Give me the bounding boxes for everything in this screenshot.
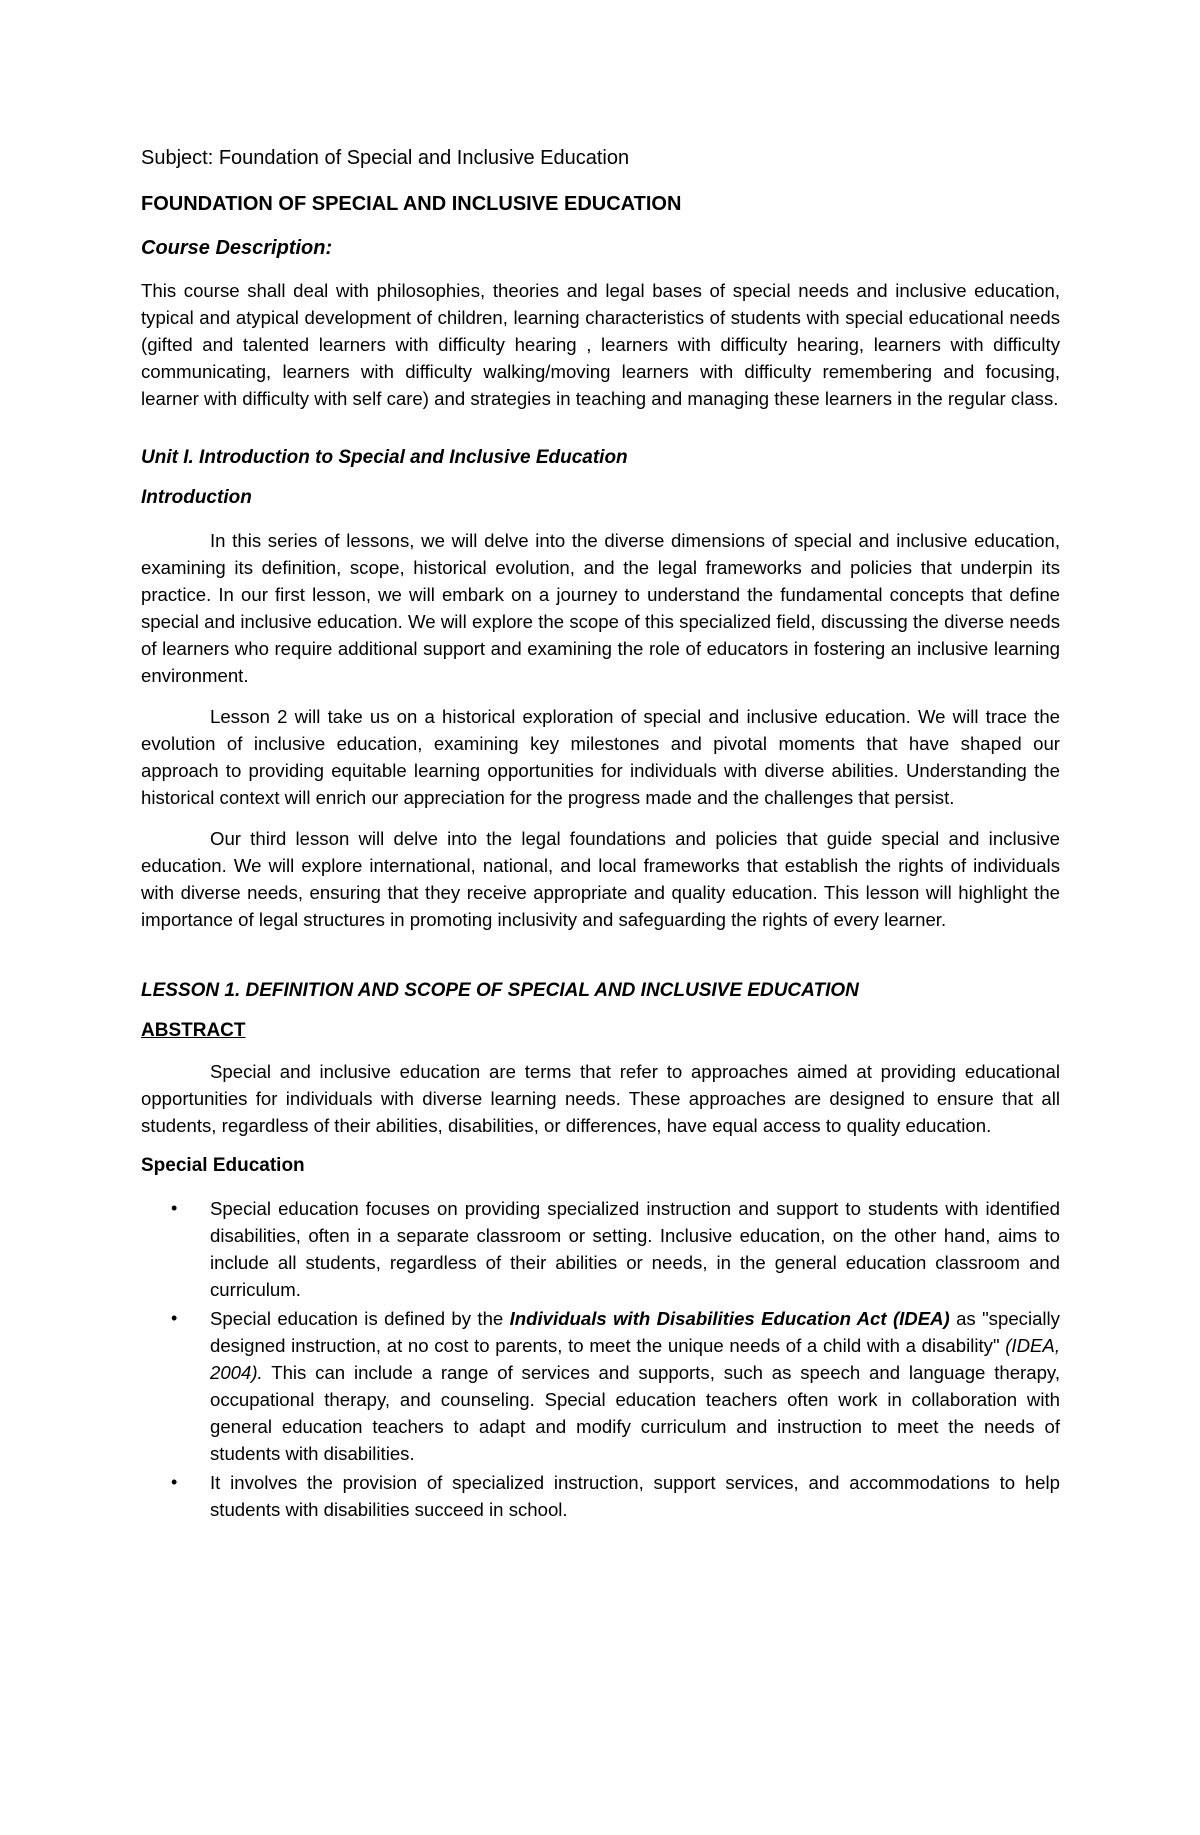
bullet-text: It involves the provision of specialized instruction, support services, and accommodations to help students with disabilities succeed in school.: [210, 1472, 1060, 1520]
special-education-heading: Special Education: [141, 1155, 305, 1176]
bullet-text: Special education focuses on providing specialized instruction and support to students with identified disabilities, often in a separate classroom or setting. Inclusive education, on the other hand, aims to include all students, regardless of their abilities or needs, in the general education classroom and curriculum.: [210, 1198, 1060, 1300]
special-education-bullet-list: [141, 1195, 1060, 1523]
course-description-text: This course shall deal with philosophies, theories and legal bases of special needs and inclusive education, typical and atypical development of children, learning characteristics of students with special educational needs (gifted and talented learners with difficulty hearing , learners with difficulty hearing, learners with difficulty communicating, learners with difficulty walking/moving learners with difficulty remembering and focusing, learner with difficulty with self care) and strategies in teaching and managing these learners in the regular class.: [141, 280, 1060, 409]
bullet-text: Special education is defined by the: [210, 1308, 510, 1329]
bullet-text: as "specially designed instruction, at no cost to parents, to meet the unique needs of a child with a disability": [210, 1308, 1060, 1356]
main-title: FOUNDATION OF SPECIAL AND INCLUSIVE EDUCATION: [141, 193, 682, 215]
intro-paragraph-3: Our third lesson will delve into the legal foundations and policies that guide special and inclusive education. We will explore international, national, and local frameworks that establish the rights of individuals with diverse needs, ensuring that they receive appropriate and quality education. This lesson will highlight the importance of legal structures in promoting inclusivity and safeguarding the rights of every learner.: [141, 828, 1060, 930]
unit-heading: Unit I. Introduction to Special and Inclusive Education: [141, 447, 628, 468]
bullet-icon: •: [171, 1198, 178, 1218]
list-item: [141, 1195, 1060, 1303]
bullet-icon: •: [171, 1308, 178, 1328]
course-description-heading: Course Description:: [141, 237, 333, 259]
intro-paragraph-2: Lesson 2 will take us on a historical exploration of special and inclusive education. We will trace the evolution of inclusive education, examining key milestones and pivotal moments that have shaped our approach to providing equitable learning opportunities for individuals with diverse abilities. Understanding the historical context will enrich our appreciation for the progress made and the challenges that persist.: [141, 706, 1060, 808]
bullet-icon: •: [171, 1472, 178, 1492]
intro-paragraph-1: In this series of lessons, we will delve into the diverse dimensions of special and inclusive education, examining its definition, scope, historical evolution, and the legal frameworks and policies that underpin its practice. In our first lesson, we will embark on a journey to understand the fundamental concepts that define special and inclusive education. We will explore the scope of this specialized field, discussing the diverse needs of learners who require additional support and examining the role of educators in fostering an inclusive learning environment.: [141, 530, 1060, 686]
lesson-1-heading: LESSON 1. DEFINITION AND SCOPE OF SPECIAL AND INCLUSIVE EDUCATION: [141, 980, 859, 1001]
idea-act-name: Individuals with Disabilities Education Act (IDEA): [509, 1308, 950, 1329]
introduction-heading: Introduction: [141, 487, 252, 508]
list-item: [141, 1305, 1060, 1467]
subject-line: Subject: Foundation of Special and Inclusive Education: [141, 147, 630, 169]
bullet-text: This can include a range of services and supports, such as speech and language therapy, occupational therapy, and counseling. Special education teachers often work in collaboration with general education teachers to adapt and modify curriculum and instruction to meet the needs of students with disabilities.: [210, 1362, 1060, 1464]
abstract-paragraph: Special and inclusive education are terms that refer to approaches aimed at providing educational opportunities for individuals with diverse learning needs. These approaches are designed to ensure that all students, regardless of their abilities, disabilities, or differences, have equal access to quality education.: [141, 1061, 1060, 1136]
abstract-heading: ABSTRACT: [141, 1020, 246, 1041]
list-item: [141, 1469, 1060, 1523]
idea-citation: (IDEA, 2004).: [210, 1335, 1060, 1383]
